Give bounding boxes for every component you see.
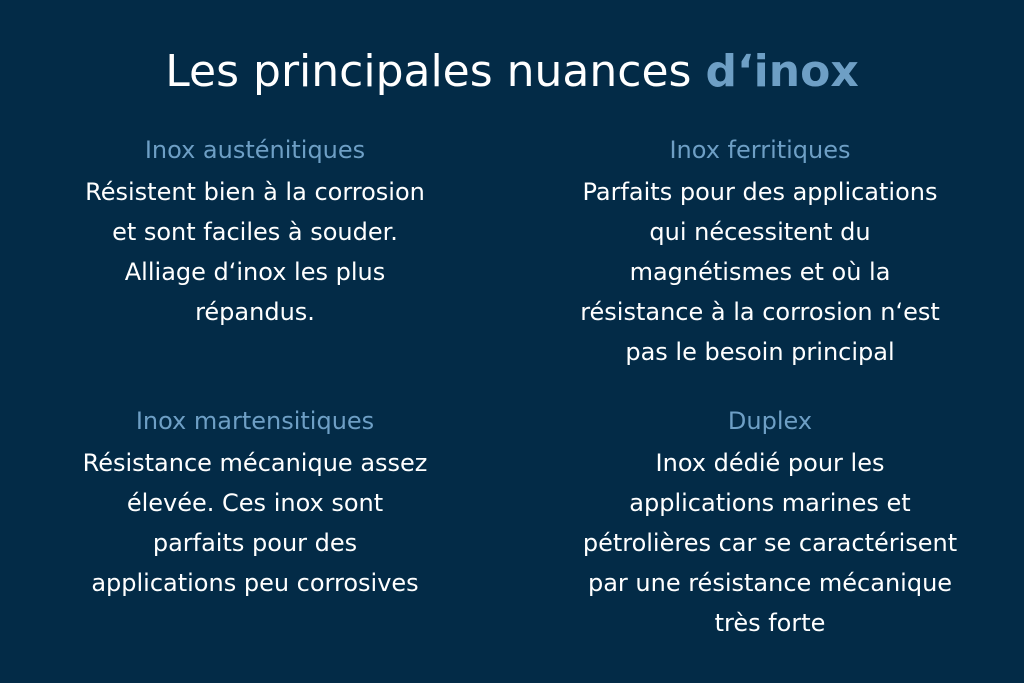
card-description-line: Résistent bien à la corrosion (85, 178, 425, 206)
card-description (520, 172, 1000, 372)
card-description-line: Alliage d‘inox les plus (124, 258, 386, 286)
card-description-line: applications peu corrosives (91, 569, 419, 597)
card-description (30, 172, 480, 332)
card-description-line: résistance à la corrosion n‘est (580, 298, 940, 326)
card-description-line: et sont faciles à souder. (112, 218, 398, 246)
card-description-line: applications marines et (629, 489, 911, 517)
card-heading: Inox ferritiques (669, 136, 851, 164)
card-description-line: très forte (714, 609, 826, 637)
card-description (520, 443, 1020, 643)
card-heading: Duplex (727, 407, 813, 435)
card-description-line: élevée. Ces inox sont (126, 489, 384, 517)
card-description-line: parfaits pour des (152, 529, 358, 557)
card-duplex (520, 405, 1020, 643)
card-description-line: qui nécessitent du (649, 218, 871, 246)
page-title-main: Les principales nuances (165, 46, 706, 98)
page-title (0, 43, 1024, 101)
card-description (30, 443, 480, 603)
card-inox-martensitiques (30, 405, 480, 603)
card-description-line: répandus. (195, 298, 315, 326)
card-heading: Inox austénitiques (144, 136, 366, 164)
card-description-line: pas le besoin principal (625, 338, 895, 366)
card-description-line: Résistance mécanique assez (82, 449, 428, 477)
card-description-line: par une résistance mécanique (587, 569, 953, 597)
card-description-line: Parfaits pour des applications (582, 178, 938, 206)
card-heading: Inox martensitiques (135, 407, 375, 435)
card-inox-ferritiques (520, 134, 1000, 372)
card-description-line: pétrolières car se caractérisent (582, 529, 958, 557)
page-title-accent: d‘inox (705, 46, 859, 98)
card-description-line: Inox dédié pour les (655, 449, 885, 477)
card-inox-austenitiques (30, 134, 480, 332)
card-description-line: magnétismes et où la (629, 258, 891, 286)
